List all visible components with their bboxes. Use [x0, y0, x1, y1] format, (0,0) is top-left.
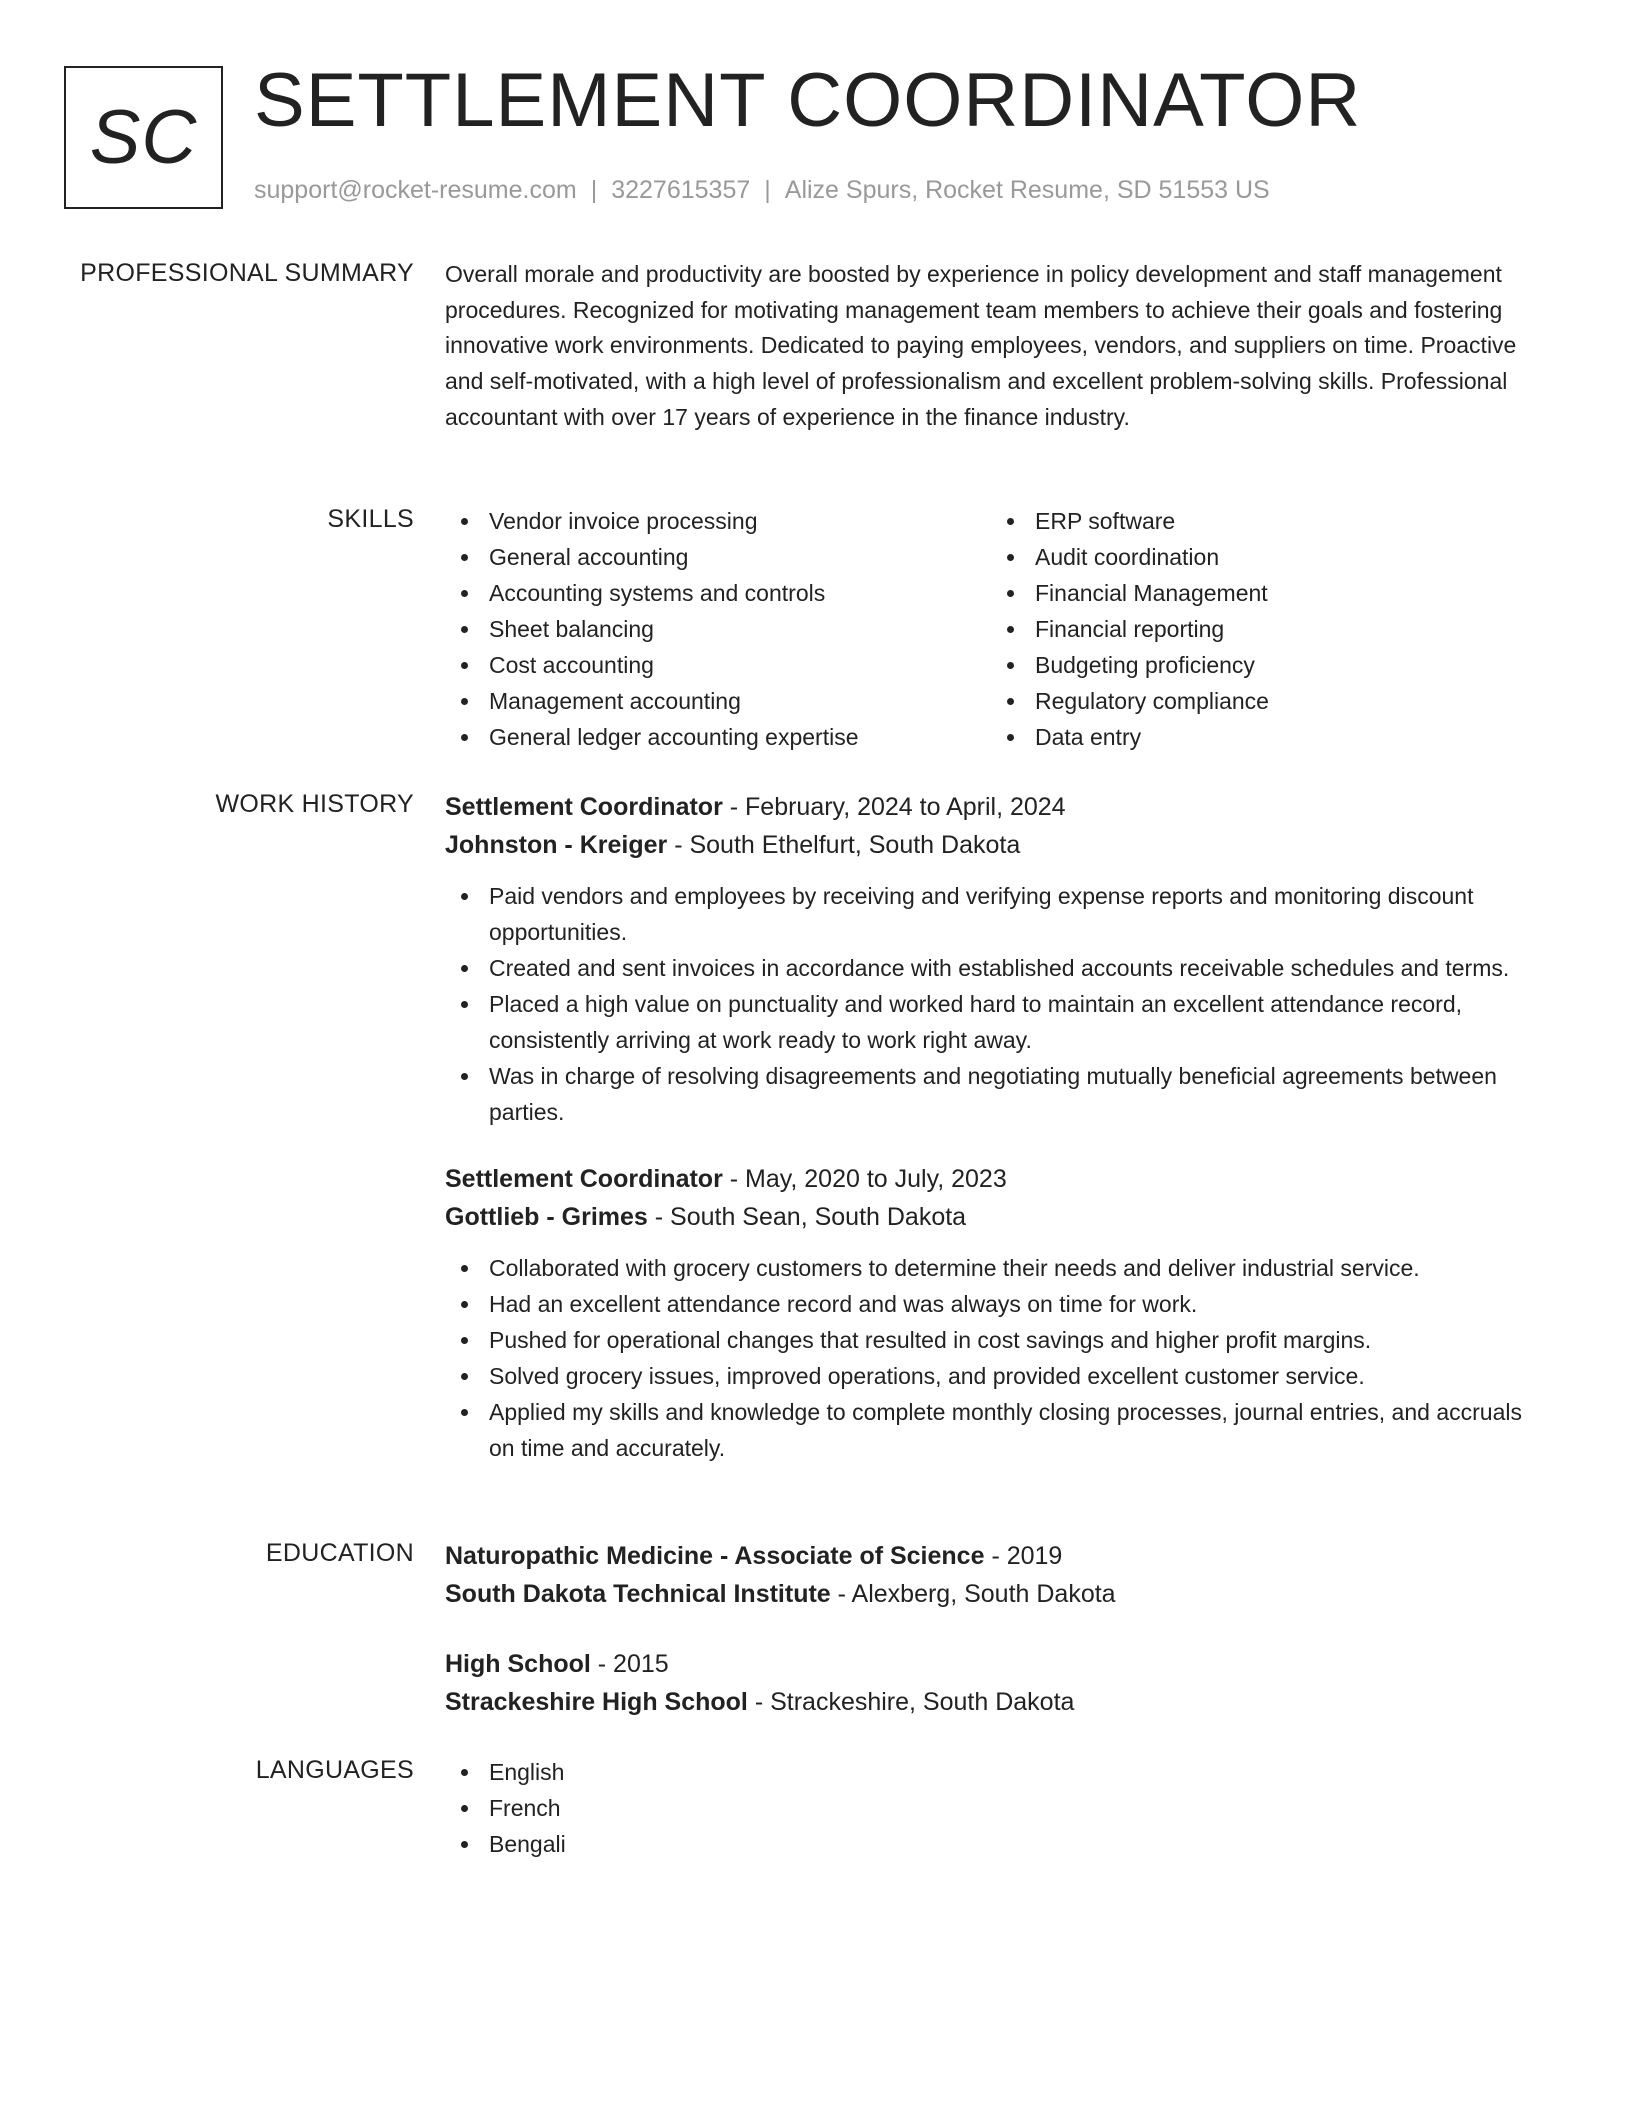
skill-item: Financial reporting [991, 611, 1537, 647]
skill-item: Financial Management [991, 575, 1537, 611]
education-degree: Naturopathic Medicine - Associate of Science [445, 1542, 985, 1570]
language-item: English [445, 1754, 1545, 1790]
contact-line [254, 174, 1270, 206]
skills-heading: SKILLS [327, 505, 414, 533]
languages-heading: LANGUAGES [255, 1756, 414, 1784]
contact-email[interactable]: support@rocket-resume.com [254, 176, 577, 204]
job-bullet: Had an excellent attendance record and was always on time for work. [445, 1286, 1545, 1322]
job-bullet: Placed a high value on punctuality and worked hard to maintain an excellent attendance record, consistently arriving at work ready to work right away. [445, 986, 1545, 1058]
job-bullets [445, 878, 1545, 1130]
education-location: - Strackeshire, South Dakota [747, 1688, 1075, 1716]
work-history-heading: WORK HISTORY [215, 790, 414, 818]
job-entry [445, 1160, 1545, 1466]
job-bullet: Created and sent invoices in accordance with established accounts receivable schedules and terms. [445, 950, 1545, 986]
skill-item: Data entry [991, 719, 1537, 755]
contact-separator: | [590, 176, 598, 204]
summary-heading: PROFESSIONAL SUMMARY [80, 259, 414, 287]
skill-item: General accounting [445, 539, 991, 575]
job-role: Settlement Coordinator [445, 1165, 723, 1193]
job-dates: - May, 2020 to July, 2023 [722, 1165, 1007, 1193]
language-item: Bengali [445, 1826, 1545, 1862]
education-school-line [445, 1683, 1545, 1721]
skill-item: Cost accounting [445, 647, 991, 683]
job-role: Settlement Coordinator [445, 793, 723, 821]
job-company: Johnston - Kreiger [445, 831, 668, 859]
education-degree: High School [445, 1650, 591, 1678]
language-item: French [445, 1790, 1545, 1826]
job-bullet: Was in charge of resolving disagreements and negotiating mutually beneficial agreements between parties. [445, 1058, 1545, 1130]
education-degree-line [445, 1645, 1545, 1683]
education-entry [445, 1537, 1545, 1613]
summary-text: Overall morale and productivity are boosted by experience in policy development and staff management procedures. Recognized for motivating management team members to achieve their goals and fostering innovative work environments. Dedicated to paying employees, vendors, and suppliers on time. Proactive and self-motivated, with a high level of professionalism and excellent problem-solving skills. Professional accountant with over 17 years of experience in the finance industry. [445, 261, 1517, 430]
education-heading: EDUCATION [265, 1539, 414, 1567]
job-bullet: Paid vendors and employees by receiving and verifying expense reports and monitoring discount opportunities. [445, 878, 1545, 950]
job-location: - South Sean, South Dakota [647, 1203, 967, 1231]
skill-item: General ledger accounting expertise [445, 719, 991, 755]
job-bullet: Applied my skills and knowledge to complete monthly closing processes, journal entries, and accruals on time and accurately. [445, 1394, 1545, 1466]
education-year: - 2015 [590, 1650, 669, 1678]
contact-phone[interactable]: 3227615357 [611, 176, 751, 204]
monogram-logo: SC [64, 66, 223, 209]
skill-item: Sheet balancing [445, 611, 991, 647]
education-school: Strackeshire High School [445, 1688, 748, 1716]
contact-address: Alize Spurs, Rocket Resume, SD 51553 US [784, 176, 1270, 204]
job-company: Gottlieb - Grimes [445, 1203, 648, 1231]
job-title-line [445, 1160, 1545, 1198]
job-company-line [445, 826, 1545, 864]
education-school: South Dakota Technical Institute [445, 1580, 831, 1608]
job-bullet: Collaborated with grocery customers to determine their needs and deliver industrial service. [445, 1250, 1545, 1286]
skill-item: Audit coordination [991, 539, 1537, 575]
education-school-line [445, 1575, 1545, 1613]
skill-item: ERP software [991, 503, 1537, 539]
education-degree-line [445, 1537, 1545, 1575]
skills-list-right [991, 503, 1537, 755]
skill-item: Regulatory compliance [991, 683, 1537, 719]
languages-list [445, 1754, 1545, 1862]
education-year: - 2019 [984, 1542, 1063, 1570]
job-entry [445, 788, 1545, 1130]
job-bullet: Solved grocery issues, improved operations, and provided excellent customer service. [445, 1358, 1545, 1394]
skill-item: Accounting systems and controls [445, 575, 991, 611]
skills-list-left [445, 503, 991, 755]
education-location: - Alexberg, South Dakota [830, 1580, 1116, 1608]
job-title-line [445, 788, 1545, 826]
skill-item: Vendor invoice processing [445, 503, 991, 539]
resume-title: SETTLEMENT COORDINATOR [254, 58, 1362, 143]
education-entry [445, 1645, 1545, 1721]
contact-separator: | [764, 176, 771, 204]
job-bullet: Pushed for operational changes that resulted in cost savings and higher profit margins. [445, 1322, 1545, 1358]
job-company-line [445, 1198, 1545, 1236]
job-dates: - February, 2024 to April, 2024 [722, 793, 1066, 821]
skill-item: Budgeting proficiency [991, 647, 1537, 683]
skill-item: Management accounting [445, 683, 991, 719]
job-location: - South Ethelfurt, South Dakota [667, 831, 1021, 859]
job-bullets [445, 1250, 1545, 1466]
